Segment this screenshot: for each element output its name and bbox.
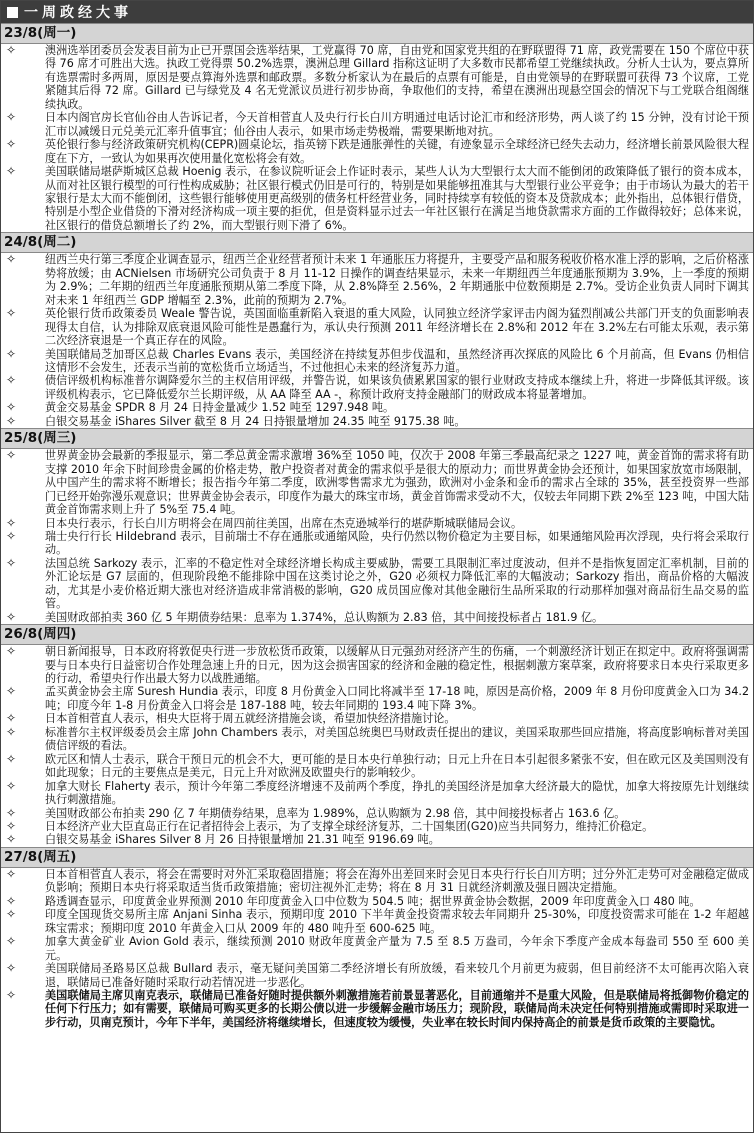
news-text: 加拿大黄金矿业 Avion Gold 表示，继续预测 2010 财政年度黄金产量为 7.5 至 8.5 万盎司，今年余下季度产金成本每盎司 550 至 600 美元。 (45, 935, 749, 962)
diamond-bullet-icon: ✧ (6, 555, 17, 570)
day-heading: 26/8(周四) (1, 624, 753, 645)
news-text: 路透调查显示，印度黄金业界预测 2010 年印度黄金入口中位数为 504.5 吨；据世界黄金协会数据，2009 年印度黄金入口 480 吨。 (45, 894, 701, 908)
diamond-bullet-icon: ✧ (6, 644, 17, 659)
news-text: 美国联储局芝加哥区总裁 Charles Evans 表示，美国经济在持续复苏但步伐温和，虽然经济再次探底的风险比 6 个月前高，但 Evans 仍相信这情形不会发生，还表示当前的宽松货币立场适当，不过他担心未来的经济复苏力道。 (45, 347, 749, 374)
news-list (1, 868, 753, 1029)
header-bar (1, 1, 753, 23)
diamond-bullet-icon: ✧ (6, 413, 17, 428)
day-section (1, 847, 753, 1029)
day-heading: 23/8(周一) (1, 23, 753, 44)
news-text: 债信评级机构标准普尔调降爱尔兰的主权信用评级，并警告说，如果该负债累累国家的银行业财政支持成本继续上升，将进一步降低其评级。该评级机构表示，它已降低爱尔兰长期评级，从 AA 降至 AA -，称预计政府支持金融部门的财政成本将显著增加。 (45, 374, 749, 401)
news-item (1, 307, 753, 347)
diamond-bullet-icon: ✧ (6, 866, 17, 881)
news-item (1, 908, 753, 935)
page-title: 一周政经大事 (24, 5, 132, 21)
diamond-bullet-icon: ✧ (6, 448, 17, 463)
diamond-bullet-icon: ✧ (6, 137, 17, 152)
news-list (1, 449, 753, 624)
news-item (1, 712, 753, 725)
news-item (1, 726, 753, 753)
news-text: 日本经济产业大臣直岛正行在记者招待会上表示，为了支撑全球经济复苏，二十国集团(G20)应当共同努力，维持汇价稳定。 (45, 820, 654, 834)
diamond-bullet-icon: ✧ (6, 684, 17, 699)
news-item (1, 989, 753, 1029)
news-item (1, 111, 753, 138)
diamond-bullet-icon: ✧ (6, 373, 17, 388)
news-text: 印度全国现货交易所主席 Anjani Sinha 表示，预期印度 2010 下半年黄金投资需求较去年同期升 25-30%，印度投资需求可能在 1-2 年超越珠宝需求；预期印度 2010 年黄金入口从 2009 年的 480 吨升至 600-625 吨。 (45, 908, 749, 935)
news-item (1, 868, 753, 895)
news-list (1, 44, 753, 232)
diamond-bullet-icon: ✧ (6, 832, 17, 847)
news-item (1, 820, 753, 833)
diamond-bullet-icon: ✧ (6, 751, 17, 766)
diamond-bullet-icon: ✧ (6, 515, 17, 530)
news-text: 法国总统 Sarkozy 表示，汇率的不稳定性对全球经济增长构成主要威胁，需要工具限制汇率过度波动，但并不是指恢复固定汇率机制，目前的外汇论坛是 G7 层面的，但现阶段绝不能排除中国在这类讨论之外，G20 必须权力降低汇率的大幅波动；Sarkozy 指出，商品价格的大幅波动，尤其是小麦价格近期大涨也对经济造成非常消极的影响，G20 成员国应像对其他金融衍生品所采取的行动那样加强对商品衍生品交易的监管。 (45, 556, 749, 611)
news-item (1, 645, 753, 685)
diamond-bullet-icon: ✧ (6, 43, 17, 57)
news-text: 澳洲选举团委员会发表目前为止已开票国会选举结果，工党赢得 70 席，自由党和国家党共组的在野联盟得 71 席，政党需要在 150 个席位中获得 76 席才可胜出大选。执政工党得票 50.2%选票，澳洲总理 Gillard 指称这证明了大多数市民都希望工党继续执政。分析人士认为，要点算所有选票需时多两周，原因是要点算海外选票和邮政票。多数分析家认为在最后的点票有可能是，自由党领导的在野联盟可获得 73 个议席，工党紧随其后得 72 席。Gillard 已与绿党及 4 名无党派议员进行初步协商，争取他们的支持，希望在澳洲出现悬空国会的情况下与工党联合组阁继续执政。 (45, 44, 749, 111)
news-text: 白银交易基金 iShares Silver 8 月 26 日持银量增加 21.31 吨至 9196.69 吨。 (45, 833, 440, 847)
day-heading: 27/8(周五) (1, 847, 753, 868)
diamond-bullet-icon: ✧ (6, 934, 17, 949)
news-text: 加拿大财长 Flaherty 表示，预计今年第二季度经济增速不及前两个季度，挣扎的美国经济是加拿大经济最大的隐忧，加拿大将按原先计划继续执行刺激措施。 (45, 779, 749, 807)
square-bullet-icon (7, 7, 18, 18)
day-heading: 25/8(周三) (1, 428, 753, 449)
diamond-bullet-icon: ✧ (6, 711, 17, 726)
news-text: 英伦银行参与经济政策研究机构(CEPR)圆桌论坛，指英镑下跌是通胀弹性的关键，有迹象显示全球经济已经失去动力，经济增长前景风险很大程度在下方，一致认为如果再次使用量化宽松将会有效。 (45, 138, 749, 165)
news-text: 日本首相菅直人表示，相央大臣将于周五就经济措施会谈，希望加快经济措施讨论。 (45, 712, 456, 726)
news-text: 日本央行表示，行长白川方明将会在周四前往美国，出席在杰克逊城举行的堪萨斯城联储局会议。 (45, 516, 523, 530)
news-item (1, 557, 753, 611)
diamond-bullet-icon: ✧ (6, 961, 17, 976)
day-section (1, 232, 753, 428)
news-text: 欧元区和情人士表示，联合干预日元的机会不大，更可能的是日本央行单独行动；日元上升在日本引起很多紧张不安，但在欧元区及美国则没有如此现象；日元的主要焦点是美元，日元上升对欧洲及欧盟央行的影响较少。 (45, 752, 749, 780)
news-item (1, 895, 753, 908)
news-item (1, 449, 753, 516)
news-item (1, 348, 753, 375)
news-item (1, 401, 753, 414)
news-text: 纽西兰央行第三季度企业调查显示，纽西兰企业经营者预计未来 1 年通胀压力将提升，主要受产品和服务税收价格水准上浮的影响，之后价格涨势将放缓；由 ACNielsen 市场研究公司负责于 8 月 11-12 日操作的调查结果显示，未来一年期纽西兰年度通胀预期为 3.9%，上一季度的预期为 2.9%；二年期的纽西兰年度通胀预期从第二季度下降，从 2.8%降至 2.56%，2 年期通胀中位数预期是 2.7%。受访企业负责人同时下调其对未来 1 年纽西兰 GDP 增幅至 2.3%，此前的预期为 2.7%。 (45, 253, 749, 307)
diamond-bullet-icon: ✧ (6, 306, 17, 321)
news-text: 黄金交易基金 SPDR 8 月 24 日持金量减少 1.52 吨至 1297.948 吨。 (45, 401, 395, 415)
diamond-bullet-icon: ✧ (6, 778, 17, 793)
news-text: 世界黄金协会最新的季报显示，第二季总黄金需求激增 36%至 1050 吨，仅次于 2008 年第三季最高纪录之 1227 吨，黄金首饰的需求将有助支撑 2010 年余下时间珍贵金属的价格走势，散户投资者对黄金的需求似乎是很大的原动力；而世界黄金协会还预计，如果国家放宽市场限制，从中国产生的需求将不断增长；报告指今年第二季度，欧洲零售需求尤为强劲，欧洲对小金条和金币的需求占全球的 35%，甚至投资界一些部门已经开始弥漫乐观意识；世界黄金协会表示，印度作为最大的珠宝市场，黄金首饰需求受动不大，仅较去年同期下跌 2%至 123 吨，中国大陆黄金首饰需求则上升了 5%至 75.4 吨。 (45, 449, 750, 517)
diamond-bullet-icon: ✧ (6, 724, 17, 739)
news-text: 朝日新闻报导，日本政府将敦促央行进一步放松货币政策，以缓解从日元强劲对经济产生的伤痛，一个刺激经济计划正在拟定中。政府将强调需要与日本央行日益密切合作处理急速上升的日元，因为这会损害国家的经济和金融的稳定性，根据刺激方案草案，政府将要求日本央行采取更多的行动，希望央行作出最大努力以战胜通缩。 (45, 645, 749, 686)
news-text: 孟买黄金协会主席 Suresh Hundia 表示，印度 8 月份黄金入口同比将减半至 17-18 吨，原因是高价格，2009 年 8 月份印度黄金入口为 34.2 吨；印度今年 1-8 月份黄金入口将会是 187-188 吨，较去年同期的 193.4 吨下降 3%。 (45, 685, 749, 712)
news-item (1, 165, 753, 232)
diamond-bullet-icon: ✧ (6, 893, 17, 908)
news-list (1, 253, 753, 428)
news-text: 美国联储局圣路易区总裁 Bullard 表示，毫无疑问美国第二季经济增长有所放缓，看来较几个月前更为疲弱，但目前经济不太可能再次陷入衰退，联储局已准备好随时采取行动若情况进一步恶化。 (45, 962, 749, 989)
news-item (1, 807, 753, 820)
news-text: 日本首相菅直人表示，将会在需要时对外汇采取稳固措施；将会在海外出差回来时会见日本央行行长白川方明；过分外汇走势可对金融稳定做成负影响；预期日本央行将采取适当货币政策措施；密切注视外汇走势；将在 8 月 31 日就经济刺激及强日圆决定措施。 (45, 867, 749, 895)
news-text: 美国财政部拍卖 360 亿 5 年期债券结果：息率为 1.374%，总认购额为 2.83 倍，其中间接投标者占 181.9 亿。 (45, 610, 604, 624)
diamond-bullet-icon: ✧ (6, 252, 17, 267)
diamond-bullet-icon: ✧ (6, 819, 17, 834)
news-text: 标准普尔主权评级委员会主席 John Chambers 表示，对美国总统奥巴马财政责任提出的建议，美国采取那些回应措施，将高度影响标普对美国债信评级的看法。 (45, 725, 749, 753)
diamond-bullet-icon: ✧ (6, 528, 17, 543)
news-item (1, 962, 753, 989)
day-heading: 24/8(周二) (1, 232, 753, 253)
news-item (1, 517, 753, 530)
news-text: 白银交易基金 iShares Silver 截至 8 月 24 日持银量增加 24.35 吨至 9175.38 吨。 (45, 414, 466, 428)
news-item (1, 253, 753, 307)
news-item (1, 780, 753, 807)
diamond-bullet-icon: ✧ (6, 346, 17, 361)
news-text: 美国联储局主席贝南克表示，联储局已准备好随时提供额外刺激措施若前景显著恶化，目前通缩并不是重大风险，但是联储局将抵御物价稳定的任何下行压力；如有需要，联储局可购买更多的长期公债以进一步缓解金融市场压力；现阶段，联储局尚未决定任何特别措施或需即时采取进一步行动，贝南克预计，今年下半年，美国经济将继续增长，但速度较为缓慢，失业率在较长时间内保持高企的前景是货币政策的主要隐忧。 (45, 989, 749, 1029)
news-text: 瑞士央行行长 Hildebrand 表示，目前瑞士不存在通胀或通缩风险，央行仍然以物价稳定为主要目标，如果通缩风险再次浮现，央行将会采取行动。 (45, 529, 749, 557)
news-item (1, 833, 753, 846)
diamond-bullet-icon: ✧ (6, 609, 17, 624)
day-section (1, 23, 753, 232)
news-item (1, 611, 753, 624)
news-item (1, 685, 753, 712)
news-item (1, 753, 753, 780)
news-text: 美国财政部公布拍卖 290 亿 7 年期债券结果，息率为 1.989%，总认购额为 2.98 倍，其中间接投标者占 163.6 亿。 (45, 806, 626, 820)
news-item (1, 374, 753, 401)
news-text: 英伦银行货币政策委员 Weale 警告说，英国面临重新陷入衰退的重大风险，认同独立经济学家评击内阁为猛烈削减公共部门开支的负面影响表现得太自信，认为排除双底衰退风险可能性是愚蠢行为，承认央行预测 2011 年经济增长在 2.8%和 2012 年在 3.2%左右可能太乐观，表示第二次经济衰退是一个真正存在的风险。 (45, 307, 749, 348)
news-list (1, 645, 753, 847)
news-item (1, 44, 753, 111)
news-item (1, 530, 753, 557)
news-days (1, 23, 753, 1029)
diamond-bullet-icon: ✧ (6, 400, 17, 415)
diamond-bullet-icon: ✧ (6, 110, 17, 125)
diamond-bullet-icon: ✧ (6, 164, 17, 179)
news-item (1, 935, 753, 962)
day-section (1, 428, 753, 624)
diamond-bullet-icon: ✧ (6, 988, 17, 1002)
news-text: 日本内阁官房长官仙谷由人告诉记者，今天首相菅直人及央行行长白川方明通过电话讨论汇市和经济形势，两人谈了约 15 分钟，没有讨论干预汇市以减缓日元兑美元汇率升值事宜；仙谷由人表示，如果市场走势极端，需要果断地对抗。 (45, 111, 749, 138)
diamond-bullet-icon: ✧ (6, 907, 17, 922)
news-text: 美国联储局堪萨斯城区总裁 Hoenig 表示，在参议院听证会上作证时表示，某些人认为大型银行太大而不能倒闭的政策降低了银行的资本成本，从而对社区银行模型的可行性构成威胁；社区银行模式仍旧是可行的，特别是如果能够扭准其与大型银行业公平竞争；由于市场认为最大的若干家银行是太大而不能倒闭，这些银行能够使用更高级别的债务杠杆经营业务，同时持续享有较低的资本及贷款成本；此外指出，总体银行借贷，特别是小型企业借贷的下滑对经济构成一项主要的拒优，但是资料显示过去一年社区银行在满足当地贷款需求方面的工作做得较好；总体来说，社区银行的借贷总额增长了约 2%，而大型银行则下滑了 6%。 (45, 165, 749, 232)
news-item (1, 415, 753, 428)
news-item (1, 138, 753, 165)
diamond-bullet-icon: ✧ (6, 805, 17, 820)
day-section (1, 624, 753, 847)
